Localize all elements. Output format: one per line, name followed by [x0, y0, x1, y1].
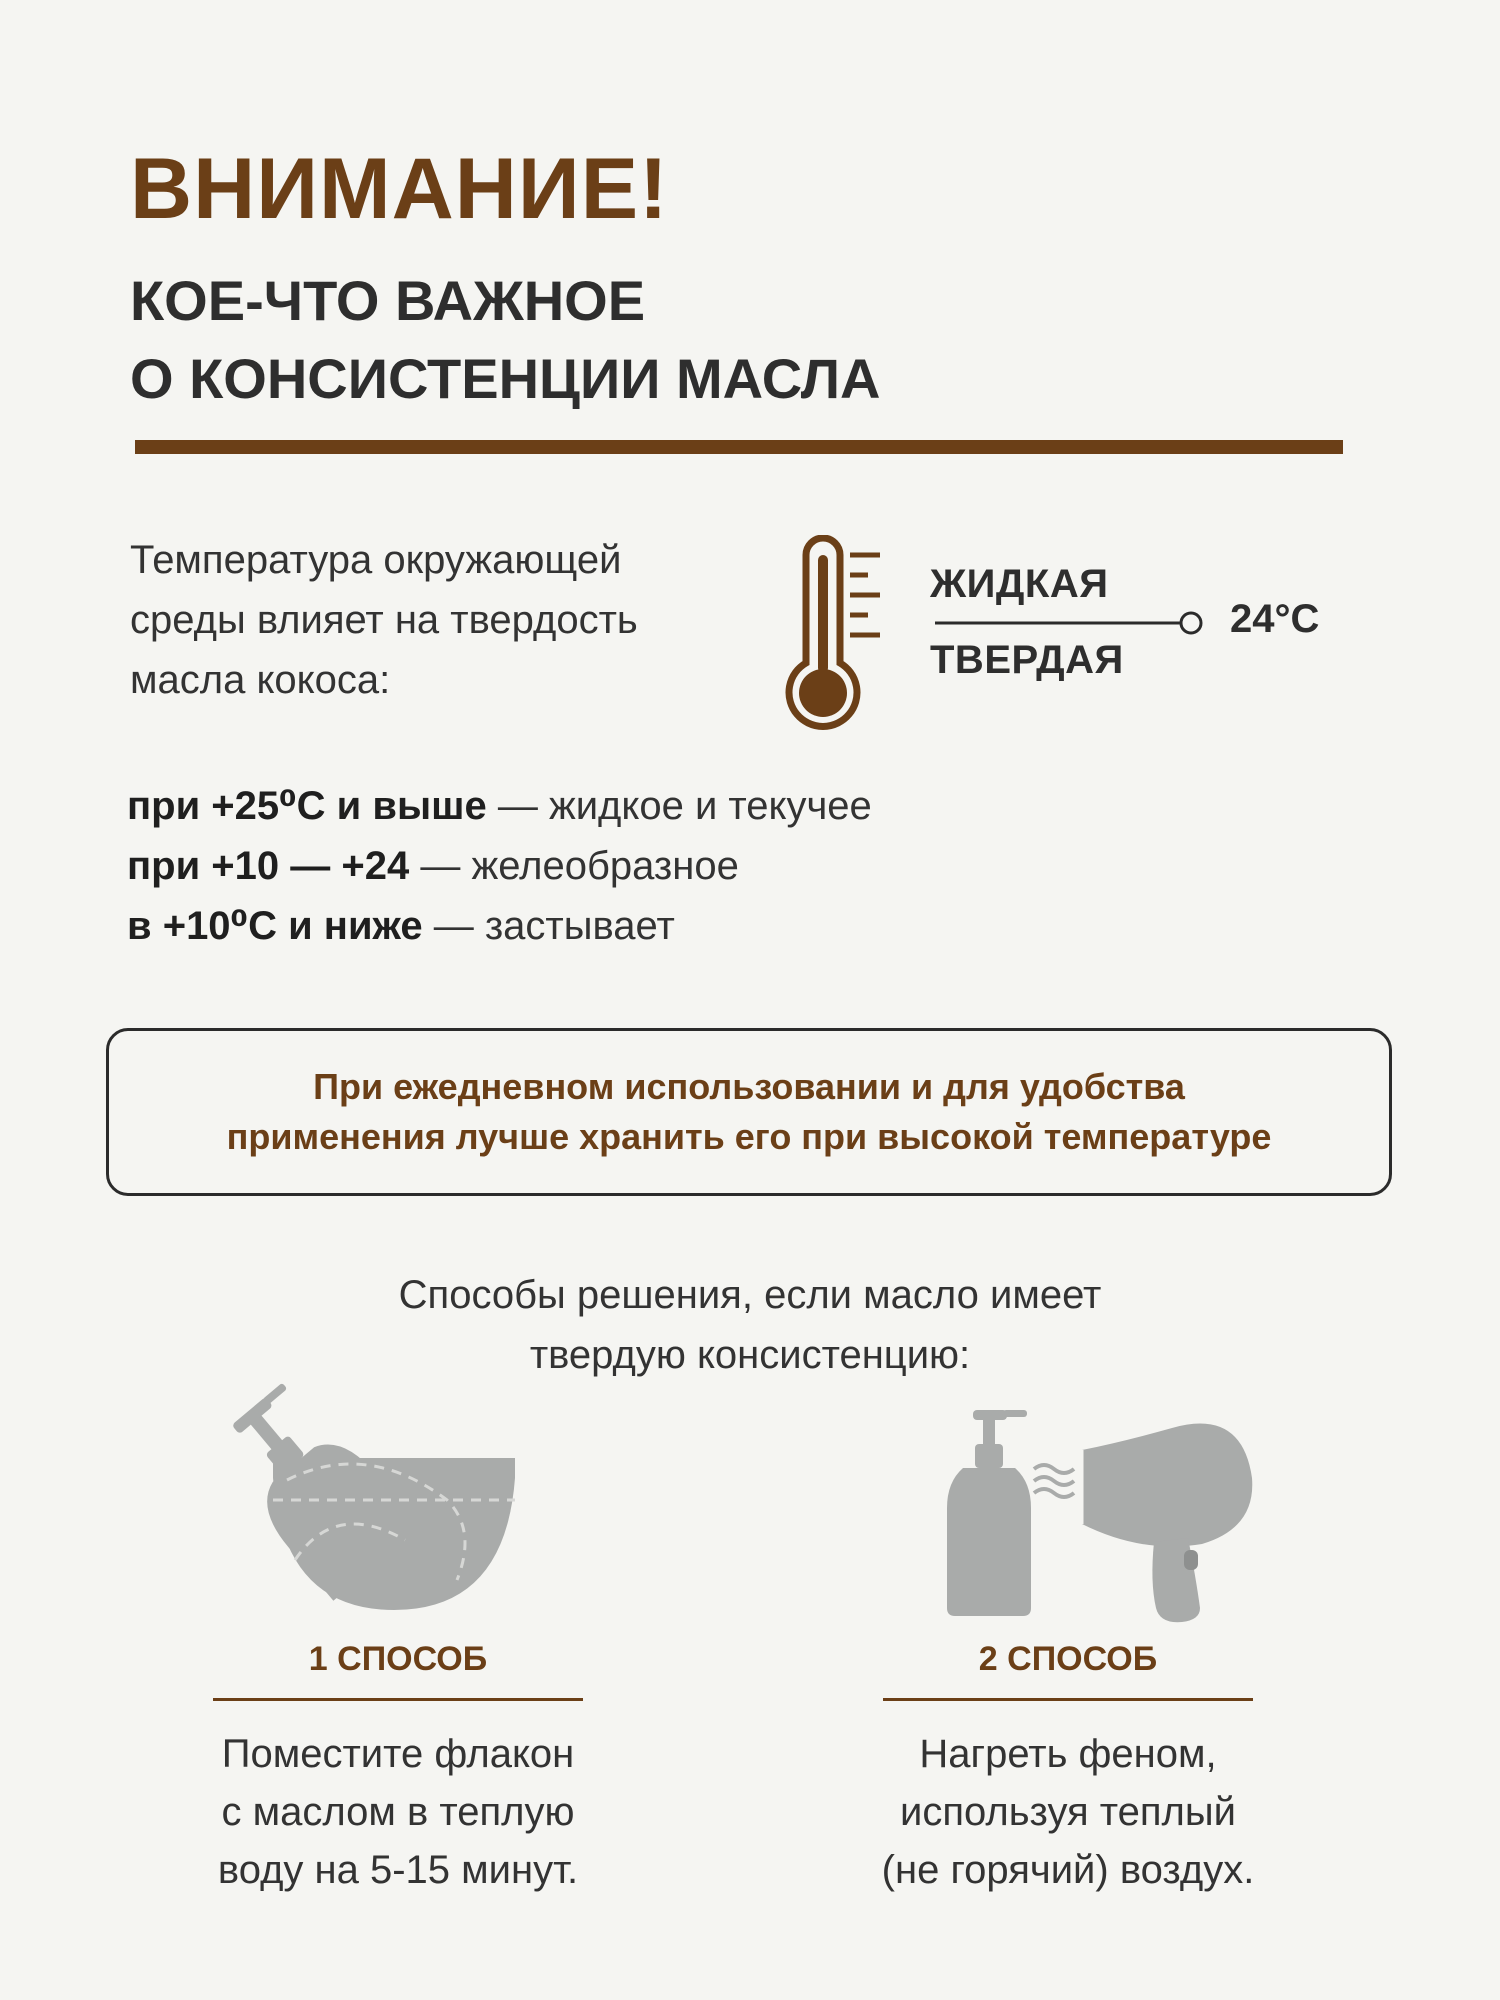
range-condition: в +10⁰С и ниже	[127, 904, 423, 948]
solutions-line-2: твердую консистенцию:	[529, 1333, 971, 1377]
intro-text	[130, 530, 770, 710]
range-condition: при +25⁰С и выше	[127, 784, 487, 828]
threshold-temperature: 24°C	[1230, 597, 1320, 641]
bowl-with-bottle-icon	[225, 1360, 515, 1620]
range-result: — застывает	[422, 904, 675, 948]
intro-line-2: среды влияет на твердость	[130, 598, 638, 642]
liquid-label: ЖИДКАЯ	[930, 562, 1109, 606]
method-1-description	[118, 1725, 678, 1899]
range-row-cold	[127, 896, 872, 956]
method-2-divider	[883, 1698, 1253, 1701]
range-row-hot	[127, 776, 872, 836]
solutions-line-1: Способы решения, если масло имеет	[398, 1273, 1102, 1317]
method-2-line-1: Нагреть феном,	[919, 1732, 1217, 1776]
method-1-title: 1 СПОСОБ	[308, 1640, 488, 1678]
temperature-ranges	[127, 776, 872, 956]
notice-line-2: применения лучше хранить его при высокой температуре	[226, 1116, 1272, 1157]
method-2-line-3: (не горячий) воздух.	[881, 1848, 1255, 1892]
air-waves-icon	[1030, 1455, 1080, 1505]
page-title: ВНИМАНИЕ!	[130, 141, 669, 237]
method-1-line-3: воду на 5-15 минут.	[217, 1848, 579, 1892]
range-condition: при +10 — +24	[127, 844, 410, 888]
page-subtitle	[130, 262, 880, 418]
storage-notice	[106, 1028, 1392, 1196]
method-2-description	[788, 1725, 1348, 1899]
solid-label: ТВЕРДАЯ	[930, 638, 1124, 682]
thermometer-icon	[780, 535, 890, 735]
hair-dryer-icon	[1080, 1420, 1255, 1625]
method-1-divider	[213, 1698, 583, 1701]
method-1-line-1: Поместите флакон	[221, 1732, 575, 1776]
method-2-title: 2 СПОСОБ	[978, 1640, 1158, 1678]
threshold-line	[935, 608, 1205, 638]
method-1-line-2: с маслом в теплую	[221, 1790, 575, 1834]
subtitle-line-2: О КОНСИСТЕНЦИИ МАСЛА	[130, 347, 881, 410]
method-2-line-2: используя теплый	[900, 1790, 1236, 1834]
range-result: — желеобразное	[409, 844, 739, 888]
intro-line-3: масла кокоса:	[130, 658, 391, 702]
intro-line-1: Температура окружающей	[130, 538, 622, 582]
subtitle-line-1: КОЕ-ЧТО ВАЖНОЕ	[130, 269, 646, 332]
bottle-icon	[945, 1408, 1035, 1618]
notice-line-1: При ежедневном использовании и для удобства	[313, 1066, 1185, 1107]
header-divider	[135, 440, 1343, 454]
range-result: — жидкое и текучее	[486, 784, 872, 828]
range-row-mid	[127, 836, 872, 896]
